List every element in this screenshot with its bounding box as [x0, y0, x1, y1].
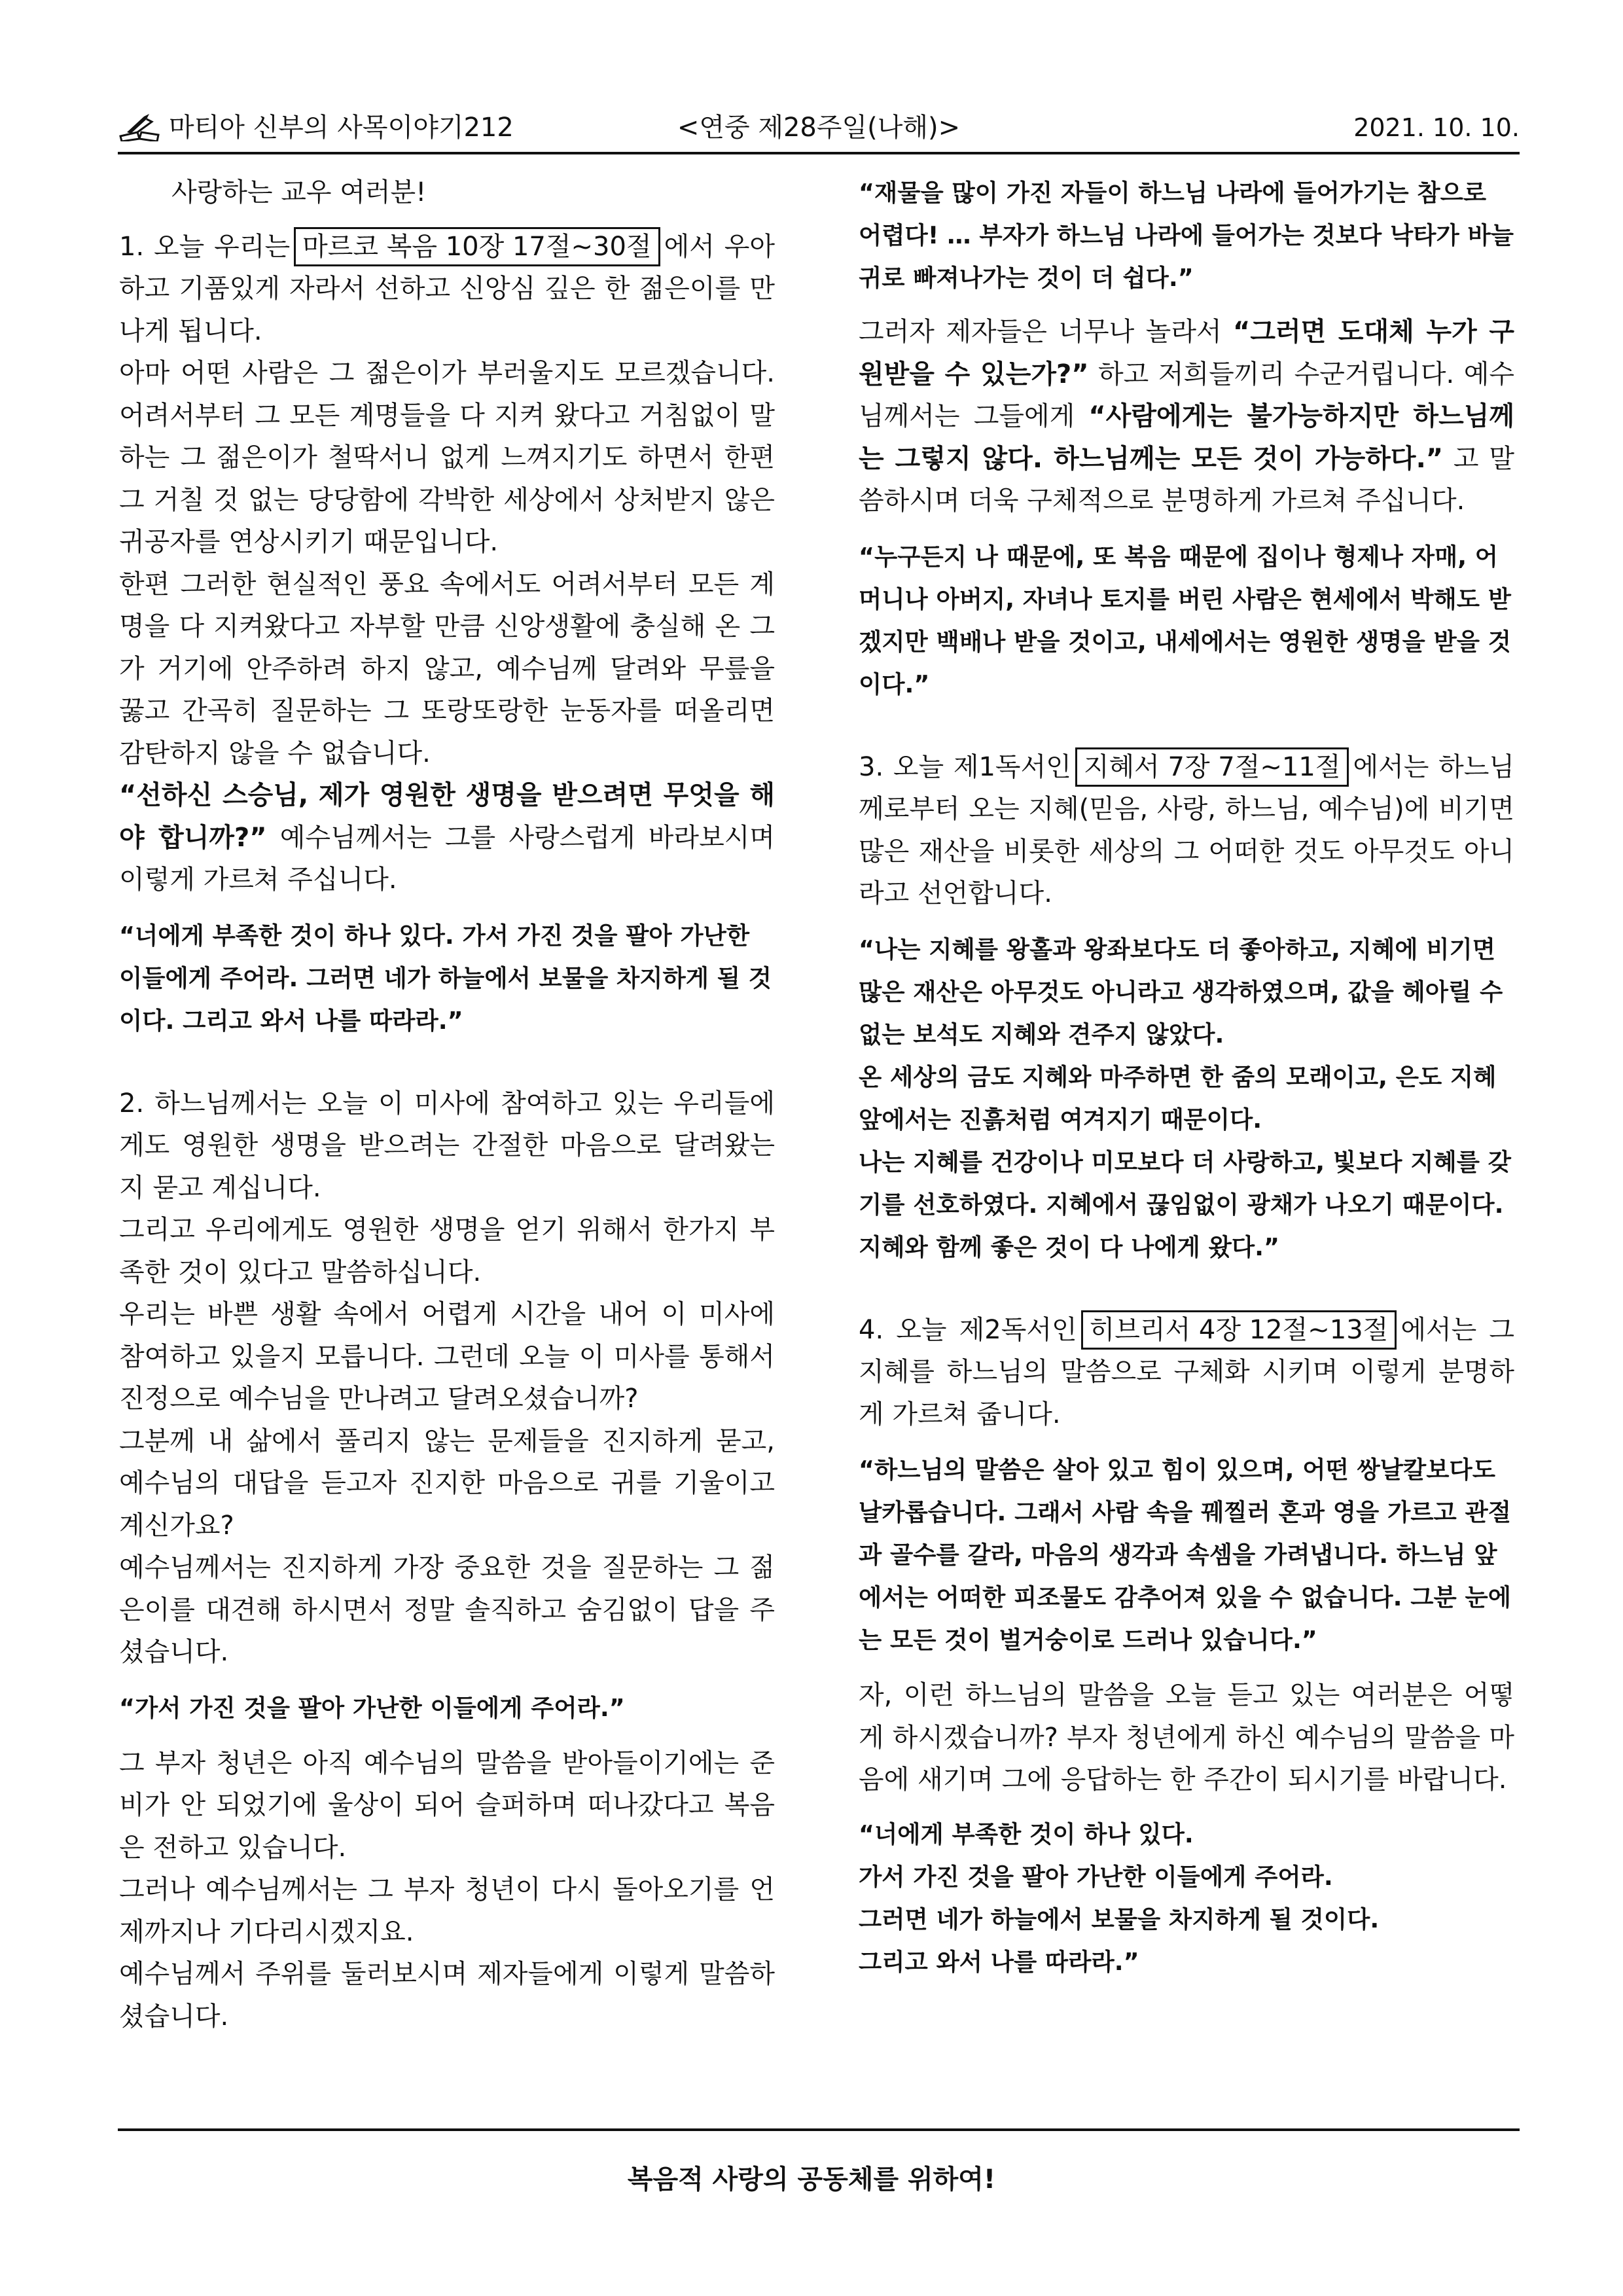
scripture-quote: “나는 지혜를 왕홀과 왕좌보다도 더 좋아하고, 지혜에 비기면 많은 재산은 아무것도 아니라고 생각하였으며, 값을 헤아릴 수 없는 보석도 지혜와 견주지 않았다.	[859, 935, 1503, 1049]
page-header	[118, 110, 1520, 147]
scripture-quote: “누구든지 나 때문에, 또 복음 때문에 집이나 형제나 자매, 어머니나 아버지, 자녀나 토지를 버린 사람은 현세에서 박해도 받겠지만 백배나 받을 것이고, 내세에서는 영원한 생명을 받을 것이다.”	[859, 542, 1511, 698]
body-paragraph: 그 부자 청년은 아직 예수님의 말씀을 받아들이기에는 준비가 안 되었기에 울상이 되어 슬퍼하며 떠나갔다고 복음은 전하고 있습니다.	[119, 1748, 775, 1863]
bold-quote-inline: “선하신 스승님, 제가 영원한 생명을 받으려면 무엇을 해야 합니까?”	[119, 780, 775, 853]
gospel-reference-box: 마르코 복음 10장 17절~30절	[294, 227, 660, 266]
body-paragraph: “선하신 스승님, 제가 영원한 생명을 받으려면 무엇을 해야 합니까?” 예수님께서는 그를 사랑스럽게 바라보시며 이렇게 가르쳐 주십니다.	[119, 780, 775, 895]
body-paragraph: 우리는 바쁜 생활 속에서 어렵게 시간을 내어 이 미사에 참여하고 있을지 모릅니다. 그런데 오늘 이 미사를 통해서 진정으로 예수님을 만나려고 달려오셨습니까?	[119, 1299, 775, 1414]
footer-motto: 복음적 사랑의 공동체를 위하여!	[627, 2164, 996, 2195]
closing-quote-line: 그러면 네가 하늘에서 보물을 차지하게 될 것이다.	[859, 1905, 1380, 1933]
body-paragraph: 아마 어떤 사람은 그 젊은이가 부러울지도 모르겠습니다. 어려서부터 그 모든 계명들을 다 지켜 왔다고 거침없이 말하는 그 젊은이가 철딱서니 없게 느껴지기도 하면서 한편 그 거칠 것 없는 당당함에 각박한 세상에서 상처받지 않은 귀공자를 연상시키기 때문입니다.	[119, 358, 775, 557]
closing-quote-line: 가서 가진 것을 팔아 가난한 이들에게 주어라.	[859, 1862, 1333, 1891]
section-4-paragraph: 4. 오늘 제2독서인 히브리서 4장 12절~13절 에서는 그 지혜를 하느님의 말씀으로 구체화 시키며 이렇게 분명하게 가르쳐 줍니다.	[859, 1309, 1514, 1436]
section-3-paragraph: 3. 오늘 제1독서인 지혜서 7장 7절~11절 에서는 하느님께로부터 오는 지혜(믿음, 사랑, 하느님, 예수님)에 비기면 많은 재산을 비롯한 세상의 그 어떠한 것도 아무것도 아니라고 선언합니다.	[859, 746, 1514, 915]
left-column	[119, 171, 775, 2122]
scripture-quote: 나는 지혜를 건강이나 미모보다 더 사랑하고, 빛보다 지혜를 갖기를 선호하였다. 지혜에서 끊임없이 광채가 나오기 때문이다. 지혜와 함께 좋은 것이 다 나에게 왔다.”	[859, 1147, 1511, 1261]
body-paragraph: 한편 그러한 현실적인 풍요 속에서도 어려서부터 모든 계명을 다 지켜왔다고 자부할 만큼 신앙생활에 충실해 온 그가 거기에 안주하려 하지 않고, 예수님께 달려와 무릎을 꿇고 간곡히 질문하는 그 또랑또랑한 눈동자를 떠올리면 감탄하지 않을 수 없습니다.	[119, 569, 775, 768]
liturgical-sunday: <연중 제28주일(나해)>	[677, 113, 961, 143]
body-paragraph: 그분께 내 삶에서 풀리지 않는 문제들을 진지하게 묻고, 예수님의 대답을 듣고자 진지한 마음으로 귀를 기울이고 계신가요?	[119, 1426, 775, 1541]
second-reading-reference-box: 히브리서 4장 12절~13절	[1081, 1310, 1397, 1350]
section-2-paragraph: 2. 하느님께서는 오늘 이 미사에 참여하고 있는 우리들에게도 영원한 생명을 받으려는 간절한 마음으로 달려왔는지 묻고 계십니다.	[119, 1088, 775, 1203]
bold-quote-inline: “그러면 도대체 누가 구원받을 수 있는가?”	[859, 317, 1514, 389]
scripture-quote: “가서 가진 것을 팔아 가난한 이들에게 주어라.”	[119, 1693, 625, 1722]
scripture-quote: 온 세상의 금도 지혜와 마주하면 한 줌의 모래이고, 은도 지혜 앞에서는 진흙처럼 여겨지기 때문이다.	[859, 1062, 1497, 1134]
closing-quote-line: 그리고 와서 나를 따라라.”	[859, 1947, 1139, 1976]
newsletter-title: 마티아 신부의 사목이야기212	[169, 113, 514, 143]
body-paragraph: 자, 이런 하느님의 말씀을 오늘 듣고 있는 여러분은 어떻게 하시겠습니까? 부자 청년에게 하신 예수님의 말씀을 마음에 새기며 그에 응답하는 한 주간이 되시기를 바랍니다.	[859, 1680, 1514, 1795]
footer-rule	[118, 2128, 1520, 2131]
salutation: 사랑하는 교우 여러분!	[171, 177, 427, 207]
issue-date: 2021. 10. 10.	[1353, 113, 1520, 142]
closing-quote-line: “너에게 부족한 것이 하나 있다.	[859, 1820, 1194, 1848]
body-paragraph: 그리고 우리에게도 영원한 생명을 얻기 위해서 한가지 부족한 것이 있다고 말씀하십니다.	[119, 1215, 775, 1287]
first-reading-reference-box: 지혜서 7장 7절~11절	[1075, 747, 1349, 787]
bold-quote-inline: “사람에게는 불가능하지만 하느님께는 그렇지 않다. 하느님께는 모든 것이 가능하다.”	[859, 401, 1514, 474]
body-paragraph: 그러나 예수님께서는 그 부자 청년이 다시 돌아오기를 언제까지나 기다리시겠지요.	[119, 1874, 775, 1947]
body-paragraph: 예수님께서 주위를 둘러보시며 제자들에게 이렇게 말씀하셨습니다.	[119, 1959, 775, 2032]
right-column	[859, 171, 1514, 2122]
body-paragraph: 그러자 제자들은 너무나 놀라서 “그러면 도대체 누가 구원받을 수 있는가?” 하고 저희들끼리 수군거립니다. 예수님께서는 그들에게 “사람에게는 불가능하지만 하느님께는 그렇지 않다. 하느님께는 모든 것이 가능하다.” 고 말씀하시며 더욱 구체적으로 분명하게 가르쳐 주십니다.	[859, 317, 1514, 516]
scripture-quote: “재물을 많이 가진 자들이 하느님 나라에 들어가기는 참으로 어렵다! … 부자가 하느님 나라에 들어가는 것보다 낙타가 바늘귀로 빠져나가는 것이 더 쉽다.”	[859, 179, 1514, 292]
section-1-paragraph: 1. 오늘 우리는 마르코 복음 10장 17절~30절 에서 우아하고 기품있게 자라서 선하고 신앙심 깊은 한 젊은이를 만나게 됩니다.	[119, 226, 775, 353]
scripture-quote: “너에게 부족한 것이 하나 있다. 가서 가진 것을 팔아 가난한 이들에게 주어라. 그러면 네가 하늘에서 보물을 차지하게 될 것이다. 그리고 와서 나를 따라라.”	[119, 921, 772, 1035]
header-rule	[118, 152, 1520, 154]
body-paragraph: 예수님께서는 진지하게 가장 중요한 것을 질문하는 그 젊은이를 대견해 하시면서 정말 솔직하고 숨김없이 답을 주셨습니다.	[119, 1552, 775, 1667]
scripture-quote: “하느님의 말씀은 살아 있고 힘이 있으며, 어떤 쌍날칼보다도 날카롭습니다. 그래서 사람 속을 꿰찔러 혼과 영을 가르고 관절과 골수를 갈라, 마음의 생각과 속셈을 가려냅니다. 하느님 앞에서는 어떠한 피조물도 감추어져 있을 수 없습니다. 그분 눈에는 모든 것이 벌거숭이로 드러나 있습니다.”	[859, 1456, 1511, 1654]
